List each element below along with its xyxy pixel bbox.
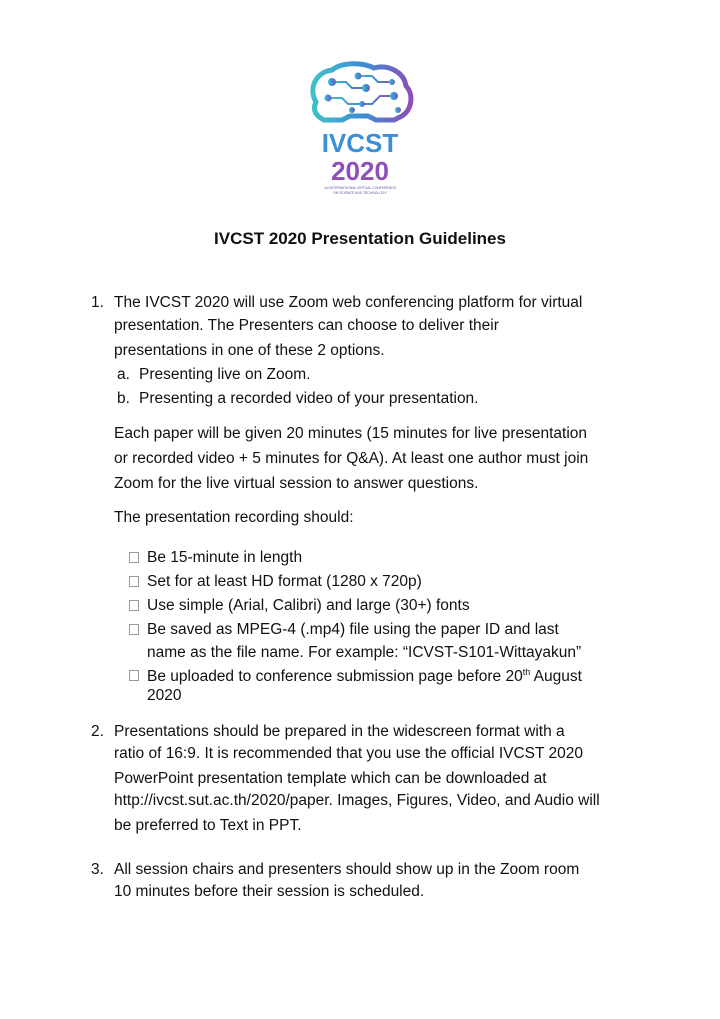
bullet-box-icon bbox=[129, 552, 139, 563]
section-2-line-3: PowerPoint presentation template which can be downloaded at bbox=[114, 770, 547, 787]
logo-text-ivcst: IVCST bbox=[321, 128, 399, 158]
option-b-marker: b. bbox=[117, 390, 130, 407]
paragraph-line-3: Zoom for the live virtual session to answer questions. bbox=[114, 475, 479, 492]
section-3-line-2: 10 minutes before their session is scheduled. bbox=[114, 883, 425, 900]
recording-item-1: Be 15-minute in length bbox=[147, 549, 303, 566]
section-2-number: 2. bbox=[91, 723, 104, 740]
recording-item-5 bbox=[147, 667, 582, 686]
section-1-number: 1. bbox=[91, 294, 104, 311]
option-a-marker: a. bbox=[117, 366, 130, 383]
recording-item-4: Be saved as MPEG-4 (.mp4) file using the paper ID and last bbox=[147, 621, 559, 638]
recording-item-2: Set for at least HD format (1280 x 720p) bbox=[147, 573, 422, 590]
recording-item-3: Use simple (Arial, Calibri) and large (30+) fonts bbox=[147, 597, 470, 614]
logo-subtitle-line1: 1st INTERNATIONAL VIRTUAL CONFERENCE bbox=[324, 186, 396, 190]
section-1-line-3: presentations in one of these 2 options. bbox=[114, 342, 385, 359]
recording-intro: The presentation recording should: bbox=[114, 509, 354, 526]
ordinal-suffix: th bbox=[522, 667, 531, 677]
bullet-box-icon bbox=[129, 600, 139, 611]
section-2-line-2: ratio of 16:9. It is recommended that you use the official IVCST 2020 bbox=[114, 745, 583, 762]
option-a-text: Presenting live on Zoom. bbox=[139, 366, 311, 383]
bullet-box-icon bbox=[129, 576, 139, 587]
ivcst-2020-logo bbox=[302, 58, 418, 198]
section-3-number: 3. bbox=[91, 861, 104, 878]
section-1-line-2: presentation. The Presenters can choose to deliver their bbox=[114, 317, 499, 334]
recording-item-5-cont: 2020 bbox=[147, 687, 182, 704]
recording-item-5-month: August bbox=[530, 668, 582, 685]
bullet-box-icon bbox=[129, 670, 139, 681]
section-2-line-5: be preferred to Text in PPT. bbox=[114, 817, 302, 834]
section-1-line-1: The IVCST 2020 will use Zoom web conferencing platform for virtual bbox=[114, 294, 583, 311]
section-2-line-1: Presentations should be prepared in the widescreen format with a bbox=[114, 723, 565, 740]
logo-text-year: 2020 bbox=[331, 156, 389, 186]
section-3-line-1: All session chairs and presenters should show up in the Zoom room bbox=[114, 861, 580, 878]
bullet-box-icon bbox=[129, 624, 139, 635]
option-b-text: Presenting a recorded video of your presentation. bbox=[139, 390, 479, 407]
paragraph-line-2: or recorded video + 5 minutes for Q&A). At least one author must join bbox=[114, 450, 589, 467]
logo-subtitle-line2: ON SCIENCE AND TECHNOLOGY bbox=[333, 191, 387, 195]
page-title: IVCST 2020 Presentation Guidelines bbox=[214, 229, 506, 248]
recording-item-5-text: Be uploaded to conference submission page before 20 bbox=[147, 668, 523, 685]
section-2-line-4: http://ivcst.sut.ac.th/2020/paper. Images, Figures, Video, and Audio will bbox=[114, 792, 600, 809]
recording-item-4-cont: name as the file name. For example: “ICVST-S101-Wittayakun” bbox=[147, 644, 582, 661]
paragraph-line-1: Each paper will be given 20 minutes (15 minutes for live presentation bbox=[114, 425, 588, 442]
